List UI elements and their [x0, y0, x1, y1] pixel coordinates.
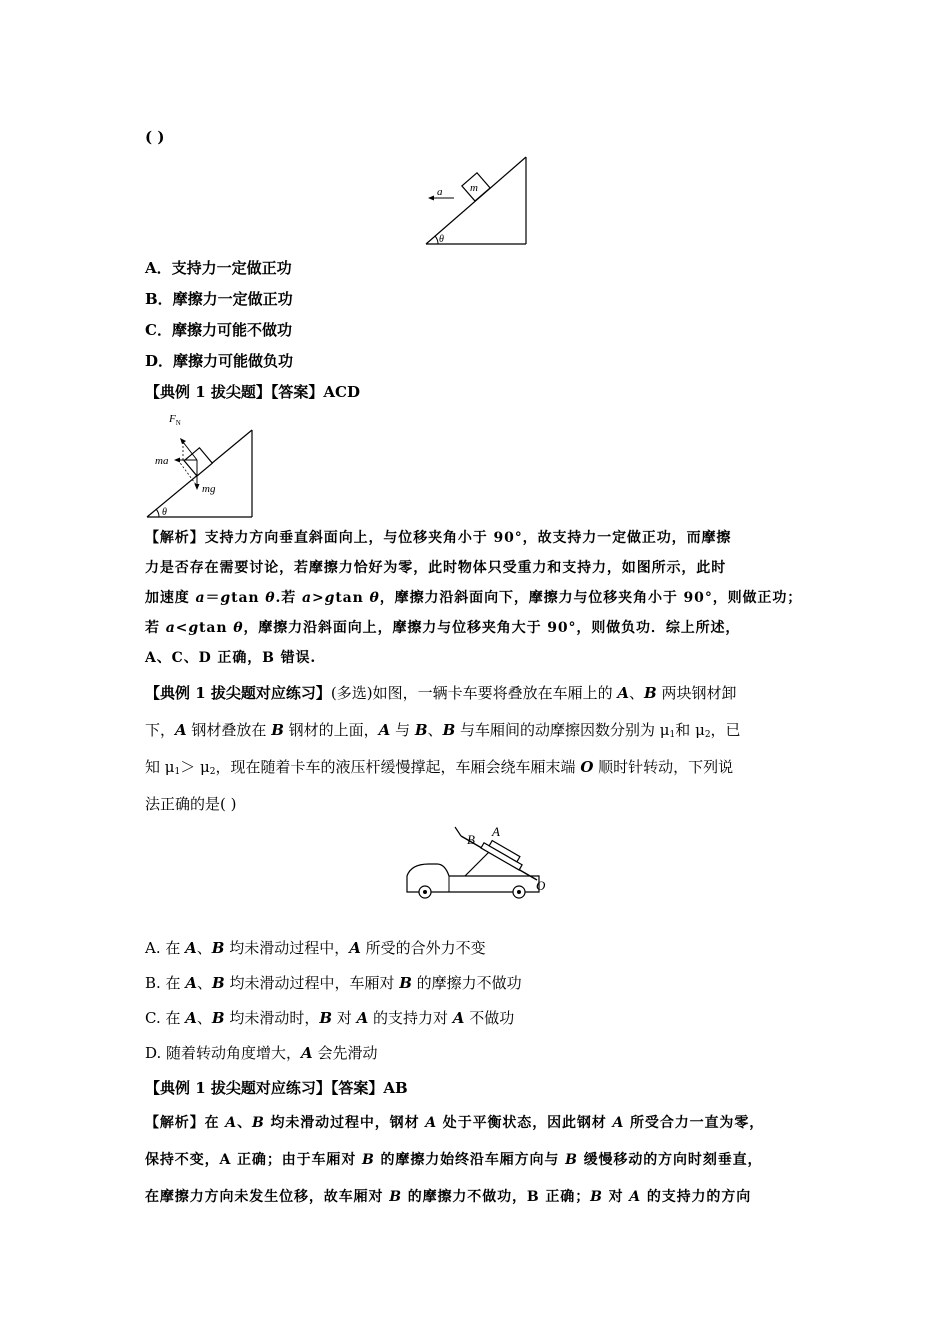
label-a: A [492, 824, 500, 839]
q1-analysis-4: 若 a<gtan θ，摩擦力沿斜面向上，摩擦力与位移夹角大于 90°，则做负功．综上所述， [145, 620, 741, 636]
mg-label: mg [202, 483, 216, 495]
q2-stem-4: 法正确的是( ) [145, 795, 237, 813]
truck-diagram [403, 822, 553, 902]
q1-stem-tail: ( ) [145, 128, 165, 146]
option-c: C．摩擦力可能不做功 [145, 321, 292, 339]
q2-analysis-2: 保持不变，A 正确；由于车厢对 B 的摩擦力始终沿车厢方向与 B 缓慢移动的方向时刻垂直， [145, 1152, 763, 1168]
option-d: D．摩擦力可能做负功 [145, 352, 294, 370]
fn-label: $F_N$ [169, 413, 181, 427]
incline-block-diagram [420, 155, 540, 247]
label-b: B [467, 832, 475, 847]
q2-option-b: B. 在 A、B 均未滑动过程中，车厢对 B 的摩擦力不做功 [145, 974, 522, 992]
mass-label: m [470, 182, 478, 194]
q1-analysis-5: A、C、D 正确，B 错误. [145, 650, 317, 666]
q1-answer: 【典例 1 拔尖题】【答案】ACD [145, 383, 360, 401]
angle-label: θ [439, 234, 444, 245]
q2-option-c: C. 在 A、B 均未滑动时，B 对 A 的支持力对 A 不做功 [145, 1009, 515, 1027]
force-diagram [145, 410, 265, 520]
q2-option-a: A. 在 A、B 均未滑动过程中，A 所受的合外力不变 [145, 939, 486, 957]
q2-stem-3: 知 $\mu_1> \mu_2$，现在随着卡车的液压杆缓慢撑起，车厢会绕车厢末端 O 顺时针转动，下列说 [145, 758, 734, 777]
q2-stem-2: 下，A 钢材叠放在 B 钢材的上面，A 与 B、B 与车厢间的动摩擦因数分别为 $\mu_1$和 $\mu_2$，已 [145, 721, 741, 740]
angle-label: θ [162, 507, 167, 518]
q1-analysis-3: 加速度 a＝gtan θ.若 a>gtan θ，摩擦力沿斜面向下，摩擦力与位移夹角小于 90°，则做正功； [145, 590, 803, 606]
q2-analysis-3: 在摩擦力方向未发生位移，故车厢对 B 的摩擦力不做功，B 正确；B 对 A 的支持力的方向 [145, 1189, 752, 1205]
q2-analysis-1: 【解析】在 A、B 均未滑动过程中，钢材 A 处于平衡状态，因此钢材 A 所受合力一直为零， [145, 1115, 765, 1131]
label-o: O [536, 878, 546, 893]
q1-analysis-1: 【解析】支持力方向垂直斜面向上，与位移夹角小于 90°，故支持力一定做正功，而摩擦 [145, 530, 732, 546]
q2-stem-1: 【典例 1 拔尖题对应练习】(多选)如图，一辆卡车要将叠放在车厢上的 A、B 两块钢材卸 [145, 684, 737, 702]
ma-label: ma [155, 455, 169, 467]
q2-option-d: D. 随着转动角度增大，A 会先滑动 [145, 1044, 378, 1062]
option-a: A．支持力一定做正功 [145, 259, 292, 277]
q2-answer: 【典例 1 拔尖题对应练习】【答案】AB [145, 1079, 408, 1097]
accel-label: a [437, 186, 443, 198]
q1-analysis-2: 力是否存在需要讨论，若摩擦力恰好为零，此时物体只受重力和支持力，如图所示，此时 [145, 560, 727, 576]
option-b: B．摩擦力一定做正功 [145, 290, 293, 308]
